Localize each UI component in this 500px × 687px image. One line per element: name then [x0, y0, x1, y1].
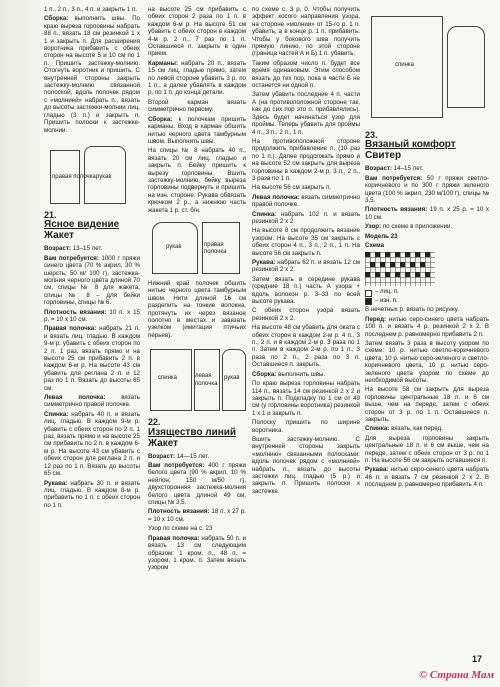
- diagram-label: рукав: [166, 243, 182, 250]
- text: [252, 194, 360, 209]
- pattern-diagram-22: [148, 343, 246, 415]
- label: Спинка:: [365, 425, 390, 433]
- chart-cell: [400, 262, 405, 267]
- chart-cell: [375, 272, 380, 277]
- column-2: [148, 6, 246, 574]
- chart-cell: [380, 262, 385, 267]
- text: [148, 462, 246, 506]
- text: набрать 40 п. и вязать лиц. гладью. В каждом 9-м р. убавить с обеих сторон по 2 п. 1 раз, вязать прямо и на высоте 25 см прибавить по 2 п. в каждом 6-м р. На высоте 43 см убавить с обеих сторон для реглана 2 п. и 12 раз по 1 п. Вязать до высоты 65 см.: [44, 410, 140, 478]
- text: нитью серо-синего цвета набрать 100 п. и вязать 4 р. резинкой 2 х 2. В последнем р. равномерно прибавить 2 п.: [365, 315, 489, 338]
- text: набрать 20 п., вязать 15 см лиц. гладью прямо, затем по левой стороне убавить 3 р. по 1 п., а далее убавлять в каждом р. по 1 п. до конца детали.: [148, 59, 246, 97]
- column-3: [252, 6, 360, 497]
- label: Рукава:: [252, 259, 276, 266]
- text: набрать 30 п. и вязать лиц. гладью. В каждом 8-м р. прибавить по 1 п. с обеих сторон по 1 п.: [44, 479, 140, 509]
- chart-cell: [365, 272, 370, 277]
- section-number: 22.: [148, 417, 161, 428]
- legend-item: [365, 289, 489, 296]
- text: 1 п., 2 п., 3 п., 4 п. и закрыть 1 п.: [44, 6, 138, 13]
- chart-cell: [405, 272, 410, 277]
- text: 14—15 лет.: [175, 452, 210, 460]
- diagram-label: левая полочка: [195, 373, 218, 387]
- text: нитью серо-синего цвета набрать 46 п. и вязать 7 см резинкой 2 х 2. В последнем р. равномерно прибавить 4 п.: [365, 466, 489, 489]
- text: [44, 411, 140, 478]
- column-1: [44, 6, 140, 511]
- text: Полоску пришить по ширине воротника.: [252, 419, 360, 434]
- text: На высоте 8 см продолжить вязание узором. На высоте 35 см закрыть с обеих сторон 4 п., 3 п., 2 п., 1 п. На высоте 56 см закрыть п.: [252, 227, 360, 257]
- text: набрать 21 п. и вязать лиц. гладью. В каждом 9-м р. убавить с обеих сторон по 2 п. 1 раз, вязать прямо и на высоте 25 см прибавить 2 п. в каждом 6-м р. На высоте 43 см убавить для реглана 2 п. и 12 раз по 1 п. Вязать до высоты 65 см.: [44, 325, 140, 392]
- text: 10 п. х 15 р. = 10 х 10 см.: [44, 308, 140, 323]
- section-number: 23.: [365, 130, 378, 140]
- label: Вам потребуется:: [148, 462, 205, 470]
- sleeve-shape: [447, 26, 485, 108]
- legend-box-purl: [365, 298, 372, 305]
- diagram-label: спинка: [158, 375, 178, 382]
- legend-box-knit: [365, 290, 372, 297]
- label: Схема: [365, 242, 385, 250]
- text: Вшить застежку-молнию. С внутренней стороны закрыть «молнию» связанными полосками: вдоль полочек рядом с «молнией» набрать п., вязать до высоты застежки лиц. гладью (5 р.) и закрыть п. Пришить полоски к застежке.: [252, 435, 360, 495]
- chart-cell: [425, 252, 430, 257]
- model-label: [365, 233, 489, 240]
- section-title: Ясное видение: [44, 219, 120, 231]
- photo-margin: [0, 0, 40, 687]
- text: Затем вязать в середине рукава (средние 18 п.) часть А узора + вдоль волокон р. 3–33 по всей высоте рукава.: [252, 275, 360, 306]
- text: [365, 466, 489, 488]
- text: [44, 15, 140, 134]
- text: [365, 425, 489, 432]
- text: [44, 309, 140, 324]
- text: Узор по схеме на с. 23: [148, 525, 213, 533]
- chart-cell: [390, 262, 395, 267]
- text: вязать симметрично правой полочке.: [44, 394, 140, 409]
- text: Второй карман вязать симметрично первому.: [148, 98, 246, 114]
- label: Возраст:: [365, 165, 392, 173]
- text: [44, 480, 140, 510]
- column-4: [365, 6, 489, 491]
- diagram-label: правая полочка: [52, 173, 96, 180]
- pattern-diagram-21b: [148, 218, 246, 276]
- text: На высоте 56 см закрыть п.: [252, 184, 332, 192]
- text: набрать 50 п. и вязать 13 см следующим образом: 1 кром. п., 48 п. = узором, 1 кром. п. Затем вязать узором: [148, 534, 246, 572]
- text: По краю выреза горловины набрать 114 п., вязать 14 см резинкой 2 х 2 и закрыть п. Подкладку по 1 см от 49 см (у горловины воротника) резинкой 1 х 1 и закрыть п.: [252, 380, 360, 417]
- text: Таким образом число п. будет все время одинаковым. Этим способом вязать до тех пор, пока в части Б не останется ни одной п.: [252, 59, 360, 90]
- section-title: Изящество линий: [148, 426, 237, 438]
- label: Левая полочка:: [44, 394, 106, 402]
- label: Модель 23: [365, 232, 398, 240]
- text: [365, 206, 489, 221]
- text: выполнить швы. По краю выреза горловины набрать 88 п., вязать 18 см резинкой 1 х 1 и закрыть п. Для расширения воротника прибавить с обеих сторон на высоте 5 и 10 см по 1 п. Пришить застежку-молнию. Отогнуть воротник и пришить. С внутренней стороны закрыть застежку-молнию связанной полоской, вдоль полочек рядом с «молнией» набрать п., вязать до высоты застежки-молнии лиц. гладью (3 п.) и закрыть п. Пришить полоски к застежке-молнии.: [44, 15, 140, 134]
- text: выполнить швы.: [276, 370, 326, 378]
- text: [44, 394, 140, 409]
- text: [44, 245, 140, 252]
- text: С обеих сторон узора вязать резинкой 2 х 2.: [252, 307, 360, 322]
- label: Перед:: [365, 315, 387, 323]
- text: На высоте 58 см закрыть для выреза горловины центральные 18 п. и 6 см выше, чем на переде, затем с обеих сторон от 3 р. по 1 п. Оставшиеся п. закрыть.: [365, 386, 489, 423]
- label: Спинка:: [44, 410, 69, 418]
- text: На противоположной стороне продолжить прибавление п. (10 раз по 1 п.). Далее продолжать прямо и на высоте 52 см закрыть для выреза горловины в каждом 2-м р. 3 п., 2 п., 3 раза по 1 п.: [252, 137, 360, 182]
- pattern-diagram-23: [365, 10, 489, 128]
- text: [148, 508, 246, 523]
- pattern-diagram-21: [44, 138, 140, 208]
- chart-cell: [415, 252, 420, 257]
- label: Рукава:: [365, 466, 389, 474]
- text: 18 п. х 27 р. = 10 х 10 см.: [148, 508, 246, 523]
- text: по схеме в приложении.: [381, 223, 453, 231]
- label: Карманы:: [148, 59, 179, 67]
- label: Сборка:: [148, 115, 173, 123]
- text: [44, 255, 140, 307]
- watermark: © Страна Мам: [418, 669, 494, 681]
- text: [252, 371, 360, 378]
- chart-cell: [375, 252, 380, 257]
- label: Плотность вязания:: [44, 308, 107, 316]
- diagram-label: спинка: [395, 62, 415, 68]
- text: [365, 316, 489, 338]
- diagram-label: рукав: [224, 375, 240, 382]
- text: Нижний край полочек обшить нитью черного цвета тамбурным швом. Нити длиной 16 см разделить на тонкие волокна, протянуть их через вязаное полотно в местах и завязать узелком (имитация птичьих перьев).: [148, 279, 246, 339]
- label: Плотность вязания:: [365, 206, 428, 214]
- text: [148, 60, 246, 97]
- label: Возраст:: [148, 452, 175, 460]
- text: В нечетных р. вязать по рисунку.: [365, 306, 459, 314]
- section-subtitle: Жакет: [44, 230, 75, 242]
- text: [148, 116, 246, 146]
- text: Для выреза горловины закрыть центральные 18 п. и 6 см выше, чем на переде, затем с обеих сторон от 3 р. по 1 п. На высоте 56 см закрыть оставшиеся п.: [365, 434, 489, 464]
- chart-cell: [385, 252, 390, 257]
- section-subtitle: Жакет: [148, 437, 179, 449]
- label: Рукава:: [44, 479, 68, 487]
- legend-item: [365, 298, 489, 305]
- text: На спицы № 8 набрать 40 п., вязать 20 см лиц. гладью и закрыть п. Бейку пришить к вырезу горловины. Вшить застежку-молнию, бейку выреза горловины подвернуть и пришить на изн. стороне. Рукава обвязать крючком 2 р., а нижнюю часть жакета 1 р. ст. б/н.: [148, 147, 246, 214]
- text: [365, 175, 489, 205]
- section-number: 21.: [44, 209, 57, 220]
- chart-cell: [395, 252, 400, 257]
- scheme-label: [365, 242, 489, 249]
- text: 13–15 лет.: [71, 245, 103, 253]
- label: Сборка:: [44, 15, 69, 23]
- label: Вам потребуется:: [365, 174, 423, 182]
- chart-cell: [415, 272, 420, 277]
- label: Левая полочка:: [252, 193, 300, 201]
- text: по схеме с. 3 р. 0. Чтобы получить эффект косого направления узора, на стороне «молнии» от 15-го р. 1 п. убавить, а в конце р. 1 п. прибавить. Чтобы у бокового шва получить прямую линию, по этой стороне (граница частей А и Б) 1 п. убавить.: [252, 6, 360, 58]
- section-title: Вязаный комфорт: [365, 139, 456, 151]
- text: На высоте 48 см убавить для оката с обеих сторон в каждом 2-м р. 4 п., 3 п., 2 п. и в каждом 2-м р. 3 раза по 1 п. Затем в каждом 2-м р. по 1 п., 3 раза по 2 п., 2 раза по 3 п. Оставшиеся п. закрыть.: [252, 324, 360, 369]
- knitting-chart: [365, 252, 435, 286]
- text: 400 г пряжи белого цвета (90 % акрил, 10 % нейлон; 150 м/50 г), двухсторонняя застежка-молния белого цвета длиной 49 см, спицы № 3,5.: [148, 462, 246, 507]
- chart-cell: [365, 252, 370, 257]
- text: [148, 453, 246, 460]
- chart-cell: [385, 272, 390, 277]
- text: [365, 223, 489, 230]
- label: Плотность вязания:: [148, 508, 210, 516]
- text: набрать 102 п. и вязать резинкой 2 х 2.: [252, 210, 360, 225]
- label: Спинка:: [252, 210, 277, 218]
- text: Затем вязать 3 раза в высоту узором по схеме: 10 р. нитью светло-коричневого цвета, 10 р. нитью серо-зеленого и светло-коричневого цвета, 10 р. нитью серо-зеленого цвета узором по схеме до необходимой высоты.: [365, 339, 489, 384]
- chart-cell: [425, 272, 430, 277]
- text: к полочкам пришить карманы. Вход в карман обшить нитью черного цвета тамбурным швом. Выполнить швы.: [148, 115, 246, 145]
- text: вязать симметрично правой полочке.: [252, 193, 360, 209]
- label: Правая полочка:: [148, 534, 200, 542]
- chart-cell: [395, 272, 400, 277]
- text: на высоте 25 см прибавить с обеих сторон 2 раза по 1 п. в каждом 6-м р. На высоте 51 см убавить с обеих сторон в каждом 4-м р. 2 п., 7 раз по 1 п. Оставшиеся п. закрыть в один прием.: [148, 6, 246, 58]
- chart-cell: [370, 262, 375, 267]
- section-subtitle: Свитер: [365, 150, 402, 162]
- chart-cell: [420, 262, 425, 267]
- diagram-label: рукав: [96, 173, 112, 180]
- text: набрать 62 п. и вязать 12 см резинкой 2 х 2.: [252, 259, 360, 274]
- text: [252, 259, 360, 274]
- chart-cell: [405, 252, 410, 257]
- text: 14–15 лет.: [392, 165, 424, 173]
- legend-text: – изн. п.: [375, 297, 398, 304]
- label: Правая полочка:: [44, 325, 97, 333]
- chart-cell: [410, 262, 415, 267]
- page-number: 17: [471, 654, 482, 664]
- text: Затем убавить последние 4 п. части А (на противоположной стороне так, как до сих пор это п. прибавлялись). Здесь будет начинаться узор для проймы. Теперь убавить для проймы 4 п., 3 п., 2 п., 1 п.: [252, 91, 360, 136]
- text: 1000 г пряжи синего цвета (70 % акрил, 30 % шерсть; 50 м/ 100 г), застежка-молния черного цвета длиной 70 см, спицы № 8 для жакета, спицы № 8 – для бейки горловины, спицы № 6.: [44, 254, 140, 307]
- label: Узор:: [365, 223, 382, 231]
- text: [44, 325, 140, 392]
- label: Вам потребуется:: [44, 254, 99, 262]
- label: Сборка:: [252, 370, 277, 378]
- text: [365, 165, 489, 172]
- legend-text: – лиц. п.: [375, 289, 399, 296]
- diagram-label: правая полочка: [204, 241, 227, 256]
- text: 19 п. х 25 р. = 10 х 10 см.: [365, 206, 489, 221]
- text: вязать, как перед.: [389, 425, 443, 433]
- text: 50 г пряжи светло-коричневого и по 300 г пряжи зеленого цвета (100 % акрил, 230 м/100 г), спицы № 3,5.: [365, 174, 489, 205]
- label: Возраст:: [44, 245, 71, 253]
- text: [148, 535, 246, 572]
- text: [252, 211, 360, 226]
